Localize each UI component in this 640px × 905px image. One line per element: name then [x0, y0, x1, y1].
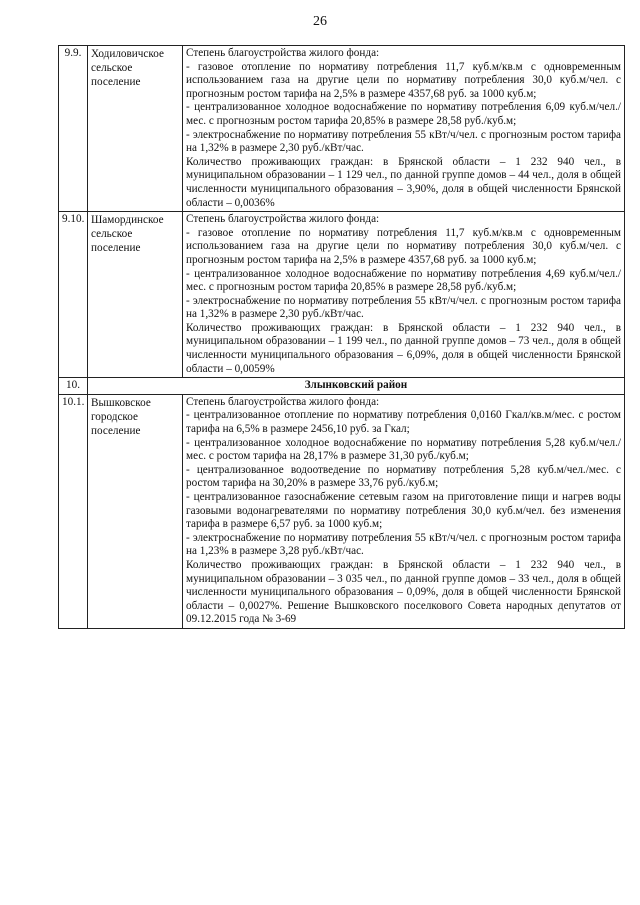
population-item: Количество проживающих граждан: в Брянской области – 1 232 940 чел., в муниципальном образовании – 1 129 чел., по данной группе домов – 44 чел., доля в общей численности муниципального образования – 3,90%, доля в общей численности Брянской области – 0,0036%	[186, 155, 621, 209]
sewerage-item: - централизованное водоотведение по нормативу потребления 5,28 куб.м/чел./мес. с ростом тарифа на 30,20% в размере 33,76 руб./куб.м;	[186, 463, 621, 490]
row-description	[183, 212, 625, 378]
row-number: 9.9.	[59, 46, 88, 212]
cold-water-item: - централизованное холодное водоснабжение по нормативу потребления 6,09 куб.м/чел./мес. с прогнозным ростом тарифа 20,85% в размере 28,58 руб./куб.м;	[186, 101, 621, 127]
settlement-name: Ходиловичское сельское поселение	[88, 46, 183, 212]
central-heating-item: - централизованное отопление по нормативу потребления 0,0160 Гкал/кв.м/мес. с ростом тарифа на 6,5% в размере 2456,10 руб. за Гкал;	[186, 409, 621, 436]
electricity-item: - электроснабжение по нормативу потребления 55 кВт/ч/чел. с прогнозным ростом тарифа на 1,32% в размере 2,30 руб./кВт/час.	[186, 128, 621, 155]
population-item: Количество проживающих граждан: в Брянской области – 1 232 940 чел., в муниципальном образовании – 3 035 чел., по данной группе домов – 33 чел., доля в общей численности муниципального образования – 0,09%, доля в общей численности Брянской области – 0,0027%. Решение Вышковского поселкового Совета народных депутатов от 09.12.2015 года № 3-69	[186, 558, 621, 626]
table-row	[59, 394, 625, 628]
electricity-item: - электроснабжение по нормативу потребления 55 кВт/ч/чел. с прогнозным ростом тарифа на 1,23% в размере 3,28 руб./кВт/час.	[186, 531, 621, 558]
row-description	[183, 46, 625, 212]
row-number: 10.1.	[59, 394, 88, 628]
population-item: Количество проживающих граждан: в Брянской области – 1 232 940 чел., в муниципальном образовании – 1 199 чел., по данной группе домов – 73 чел., доля в общей численности муниципального образования – 6,09%, доля в общей численности Брянской области – 0,0059%	[186, 321, 621, 375]
row-number: 9.10.	[59, 212, 88, 378]
electricity-item: - электроснабжение по нормативу потребления 55 кВт/ч/чел. с прогнозным ростом тарифа на 1,32% в размере 2,30 руб./кВт/час.	[186, 294, 621, 321]
description-heading: Степень благоустройства жилого фонда:	[186, 395, 380, 408]
municipal-table	[58, 45, 625, 629]
settlement-name: Вышковское городское поселение	[88, 394, 183, 628]
district-name: Злынковский район	[88, 378, 625, 395]
table-row	[59, 212, 625, 378]
page-number: 26	[313, 14, 327, 29]
cold-water-item: - централизованное холодное водоснабжение по нормативу потребления 4,69 куб.м/чел./мес. с прогнозным ростом тарифа 20,85% в размере 28,58 руб./куб.м;	[186, 267, 621, 294]
gas-supply-item: - централизованное газоснабжение сетевым газом на приготовление пищи и нагрев воды газовыми водонагревателями по нормативу потребления 30,0 куб.м/чел. без изменения тарифа в размере 6,57 руб. за 1000 куб.м;	[186, 491, 621, 531]
cold-water-item: - централизованное холодное водоснабжение по нормативу потребления 5,28 куб.м/чел./мес. с ростом тарифа на 28,17% в размере 31,30 руб./куб.м;	[186, 436, 621, 463]
description-heading: Степень благоустройства жилого фонда:	[186, 213, 380, 226]
gas-heating-item: - газовое отопление по нормативу потребления 11,7 куб.м/кв.м с одновременным использованием газа на другие цели по нормативу потребления 30,0 куб.м/чел. с прогнозным ростом тарифа на 2,5% в размере 4357,68 руб. за 1000 куб.м;	[186, 226, 621, 266]
settlement-name: Шамординское сельское поселение	[88, 212, 183, 378]
description-heading: Степень благоустройства жилого фонда:	[186, 47, 380, 59]
gas-heating-item: - газовое отопление по нормативу потребления 11,7 куб.м/кв.м с одновременным использованием газа на другие цели по нормативу потребления 30,0 куб.м/чел. с прогнозным ростом тарифа на 2,5% в размере 4357,68 руб. за 1000 куб.м;	[186, 60, 621, 100]
table-row	[59, 46, 625, 212]
row-number: 10.	[59, 378, 88, 395]
row-description	[183, 394, 625, 628]
district-row	[59, 378, 625, 395]
